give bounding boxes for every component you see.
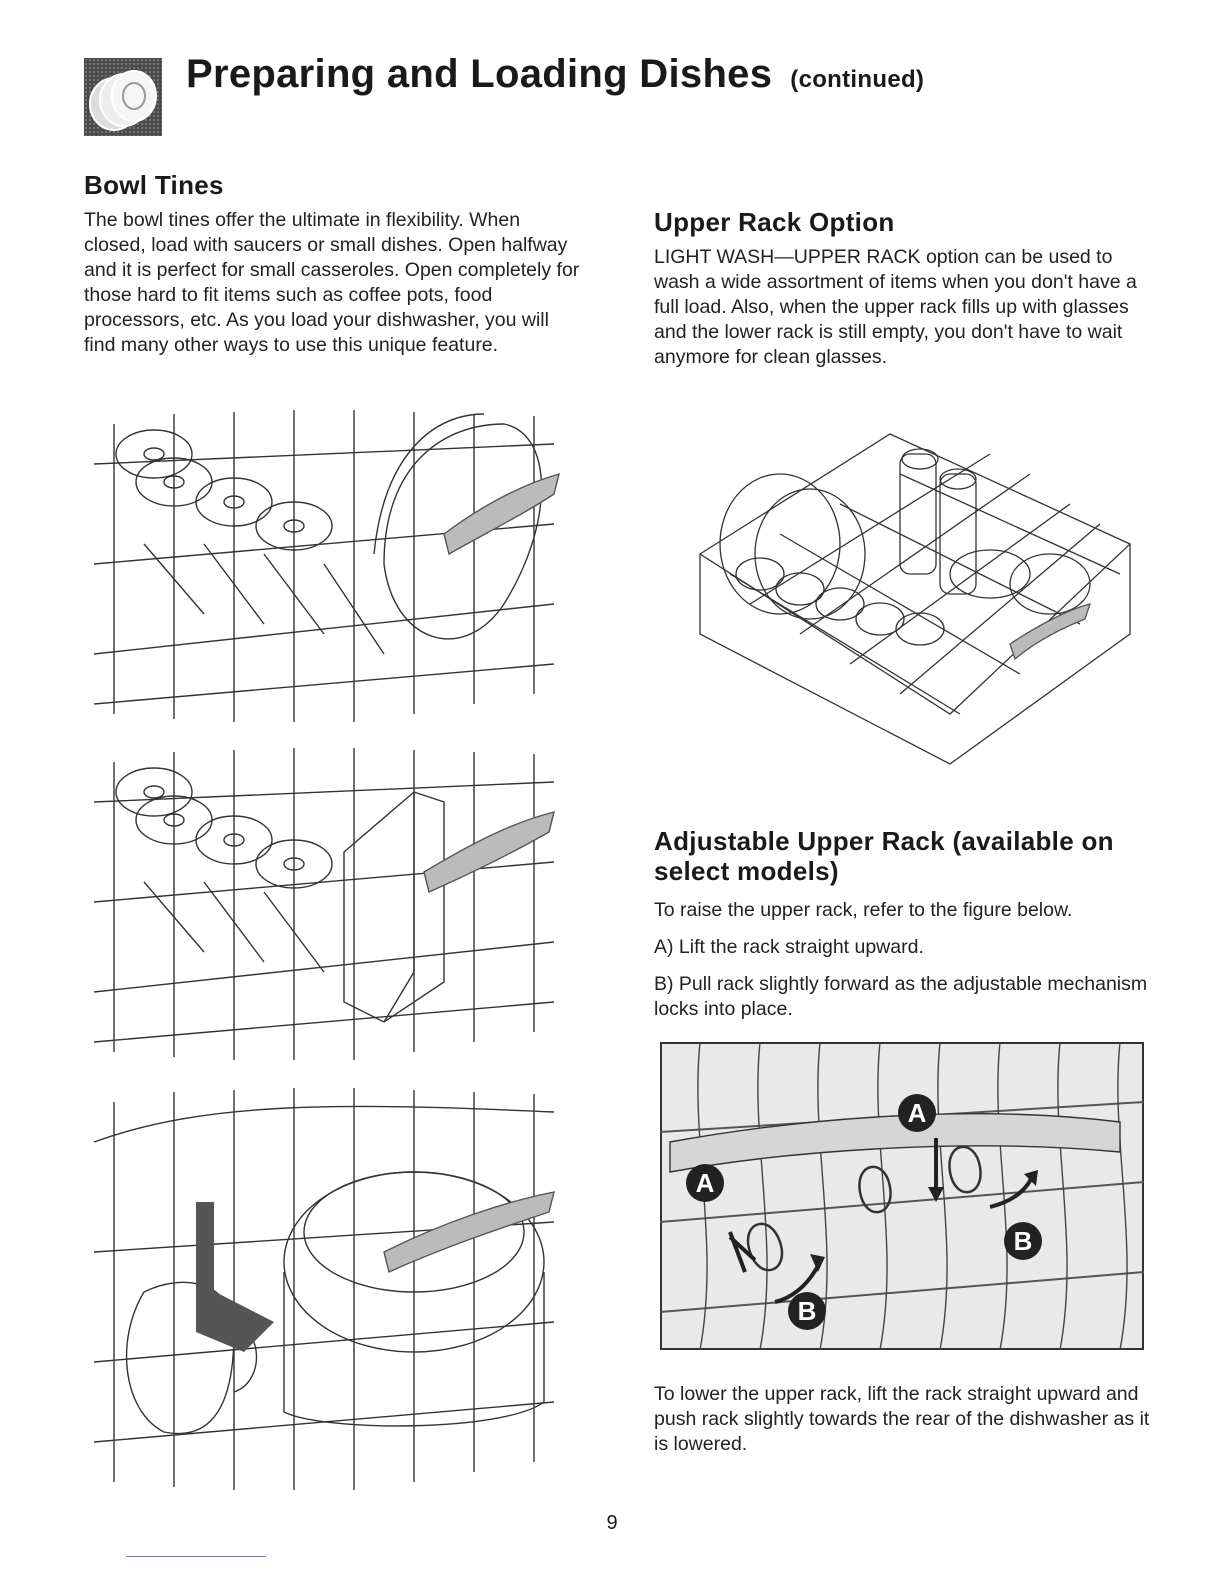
page-number: 9 — [606, 1512, 618, 1534]
adjustable-rack-step-a: A) Lift the rack straight upward. — [654, 936, 924, 958]
bowl-tines-body: The bowl tines offer the ultimate in flexibility. When closed, load with saucers or small dishes. Open halfway and it is perfect for small casseroles. Open completely for those hard to fit items such as coffee pots, food processors, etc. As you load your dishwasher, you will find many other ways to use this unique feature. — [84, 209, 580, 356]
stacked-dishes-icon — [84, 58, 162, 136]
adjustable-rack-mechanism-illustration — [660, 1042, 1144, 1350]
figure-label-a-right: A — [898, 1094, 936, 1132]
lower-rack-section — [654, 1382, 1154, 1457]
upper-rack-option-heading: Upper Rack Option — [654, 207, 895, 237]
adjustable-rack-section — [654, 826, 1154, 1022]
upper-rack-option-body: LIGHT WASH—UPPER RACK option can be used to wash a wide assortment of items when you don't have a full load. Also, when the upper rack fills up with glasses and the lower rack is still empty, you don't have to wait anymore for clean glasses. — [654, 246, 1137, 368]
bowl-tines-open-illustration — [84, 1082, 574, 1494]
figure-label-a-left: A — [686, 1164, 724, 1202]
adjustable-rack-step-b: B) Pull rack slightly forward as the adjustable mechanism locks into place. — [654, 973, 1148, 1020]
lower-rack-instructions: To lower the upper rack, lift the rack straight upward and push rack slightly towards the rear of the dishwasher as it is lowered. — [654, 1383, 1150, 1455]
upper-rack-option-section — [654, 207, 1154, 370]
figure-label-b-right: B — [1004, 1222, 1042, 1260]
adjustable-rack-intro: To raise the upper rack, refer to the figure below. — [654, 899, 1073, 921]
bowl-tines-closed-illustration — [84, 404, 574, 724]
adjustable-rack-heading: Adjustable Upper Rack (available on select models) — [654, 826, 1114, 886]
page-subtitle: (continued) — [790, 66, 925, 93]
page-title — [186, 52, 924, 97]
upper-rack-loaded-illustration — [690, 414, 1142, 770]
bowl-tines-half-open-illustration — [84, 742, 574, 1064]
footer-rule — [126, 1556, 266, 1557]
figure-label-b-left: B — [788, 1292, 826, 1330]
bowl-tines-heading: Bowl Tines — [84, 170, 224, 200]
page-title-text: Preparing and Loading Dishes — [186, 52, 773, 96]
bowl-tines-section — [84, 170, 584, 358]
